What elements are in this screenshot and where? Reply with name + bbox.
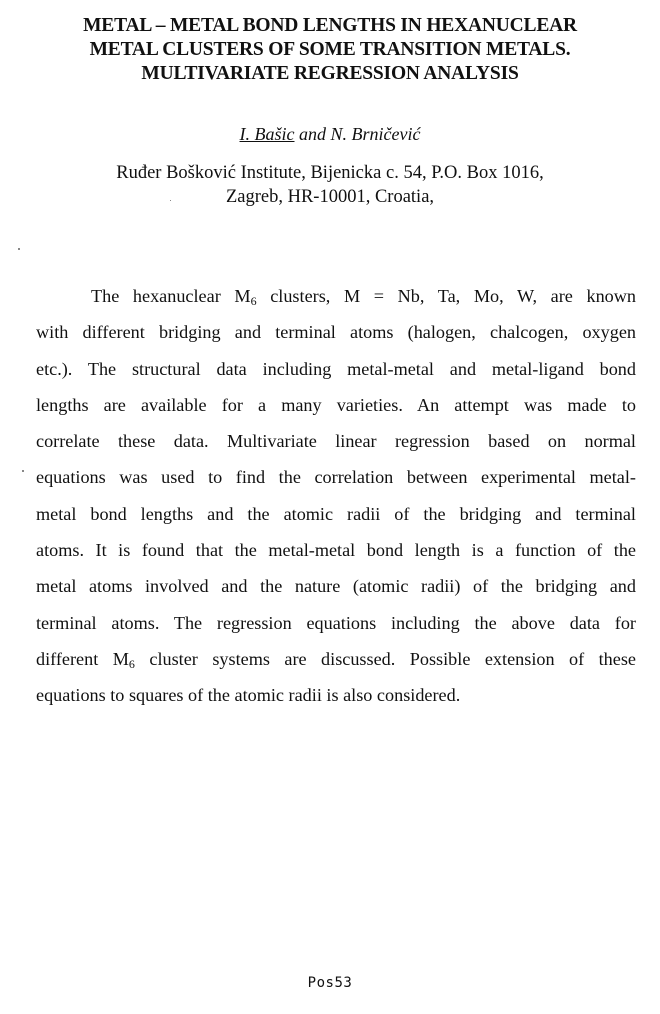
abstract-line-5: correlate these data. Multivariate linear regression based on normal bbox=[36, 431, 636, 452]
abstract-line-8: atoms. It is found that the metal-metal bond length is a function of the bbox=[36, 540, 636, 561]
abstract-text: clusters, M = Nb, Ta, Mo, W, are known bbox=[256, 286, 636, 306]
abstract-line-6: equations was used to find the correlation between experimental metal- bbox=[36, 467, 636, 488]
affiliation-line-1: Ruđer Bošković Institute, Bijenicka c. 54, P.O. Box 1016, bbox=[116, 163, 544, 183]
abstract-text: different M bbox=[36, 648, 129, 669]
title-line-2: METAL CLUSTERS OF SOME TRANSITION METALS. bbox=[89, 39, 571, 60]
abstract-text: The hexanuclear M bbox=[91, 286, 251, 306]
abstract-line-4: lengths are available for a many varieties. An attempt was made to bbox=[36, 394, 636, 415]
scan-speck bbox=[22, 470, 24, 472]
paper-title bbox=[30, 14, 630, 86]
abstract-line-2: with different bridging and terminal atoms (halogen, chalcogen, oxygen bbox=[36, 322, 636, 343]
abstract-line-12: equations to squares of the atomic radii is also considered. bbox=[36, 685, 461, 706]
author-line bbox=[30, 122, 630, 146]
second-author: N. Brničević bbox=[330, 124, 421, 144]
scan-speck bbox=[170, 200, 171, 201]
affiliation bbox=[30, 161, 630, 209]
first-author: I. Bašic bbox=[239, 124, 295, 144]
abstract-line-1 bbox=[36, 278, 636, 314]
title-line-3: MULTIVARIATE REGRESSION ANALYSIS bbox=[141, 63, 519, 84]
abstract-line-10: terminal atoms. The regression equations including the above data for bbox=[36, 612, 636, 633]
abstract-line-11 bbox=[36, 641, 636, 677]
scan-speck bbox=[18, 248, 20, 250]
title-line-1: METAL – METAL BOND LENGTHS IN HEXANUCLEAR bbox=[83, 15, 577, 36]
abstract-line-3: etc.). The structural data including metal-metal and metal-ligand bond bbox=[36, 358, 636, 379]
abstract-line-7: metal bond lengths and the atomic radii of the bridging and terminal bbox=[36, 503, 636, 524]
abstract-line-9: metal atoms involved and the nature (atomic radii) of the bridging and bbox=[36, 576, 636, 597]
abstract-text: cluster systems are discussed. Possible extension of these bbox=[134, 648, 637, 669]
subscript: 6 bbox=[128, 656, 135, 671]
author-connector: and bbox=[294, 124, 331, 144]
affiliation-line-2: Zagreb, HR-10001, Croatia, bbox=[225, 187, 435, 207]
page-footer-label: Pos53 bbox=[307, 975, 353, 991]
subscript: 6 bbox=[250, 294, 257, 308]
abstract-body bbox=[36, 278, 636, 714]
